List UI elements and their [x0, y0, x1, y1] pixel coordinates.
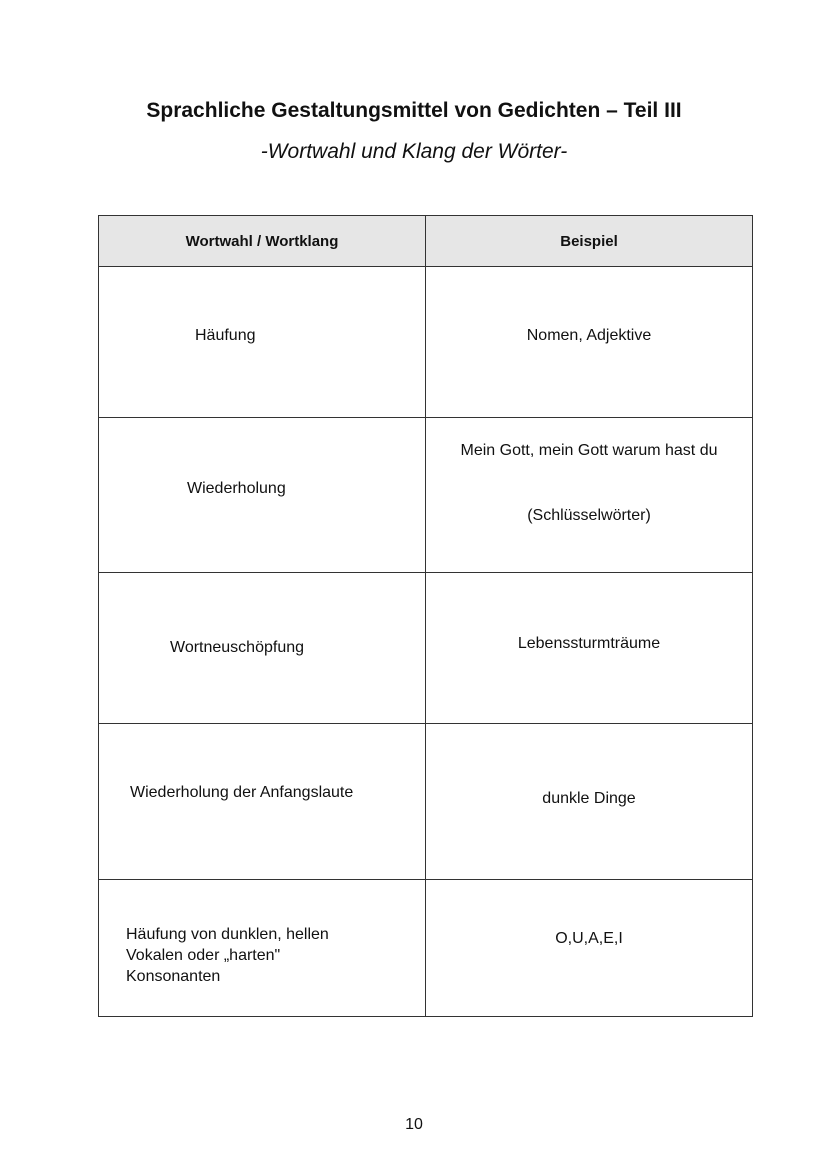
table-row — [99, 418, 753, 573]
device-cell — [99, 573, 426, 724]
example-cell — [426, 418, 753, 573]
device-text: Wiederholung — [187, 480, 286, 497]
example-cell — [426, 267, 753, 418]
example-text: O,U,A,E,I — [555, 930, 623, 947]
table-row — [99, 267, 753, 418]
device-text-line-3: Konsonanten — [126, 968, 221, 985]
device-text-line-1: Häufung von dunklen, hellen — [126, 926, 329, 943]
device-cell — [99, 880, 426, 1017]
device-text: Wortneuschöpfung — [170, 639, 305, 656]
device-text-line-2: Vokalen oder „harten" — [126, 947, 281, 964]
stylistic-devices-table — [98, 215, 753, 1017]
example-text-line-1: Mein Gott, mein Gott warum hast du — [460, 442, 718, 459]
example-text: Lebenssturmträume — [517, 635, 661, 652]
page-title: Sprachliche Gestaltungsmittel von Gedichten – Teil III — [146, 99, 682, 122]
example-text: dunkle Dinge — [542, 790, 636, 807]
device-text: Wiederholung der Anfangslaute — [130, 784, 354, 801]
example-cell — [426, 724, 753, 880]
table-header-row — [99, 216, 753, 267]
example-text: Nomen, Adjektive — [526, 327, 652, 344]
page-subtitle: -Wortwahl und Klang der Wörter- — [260, 140, 568, 163]
table-row — [99, 724, 753, 880]
device-text: Häufung — [195, 327, 256, 344]
example-text-line-2: (Schlüsselwörter) — [527, 507, 651, 524]
column-header-device: Wortwahl / Wortklang — [99, 216, 426, 267]
example-cell — [426, 573, 753, 724]
page-number: 10 — [405, 1116, 423, 1133]
device-cell — [99, 267, 426, 418]
example-cell — [426, 880, 753, 1017]
device-cell — [99, 418, 426, 573]
table-row — [99, 880, 753, 1017]
column-header-example: Beispiel — [426, 216, 753, 267]
table-row — [99, 573, 753, 724]
device-cell — [99, 724, 426, 880]
